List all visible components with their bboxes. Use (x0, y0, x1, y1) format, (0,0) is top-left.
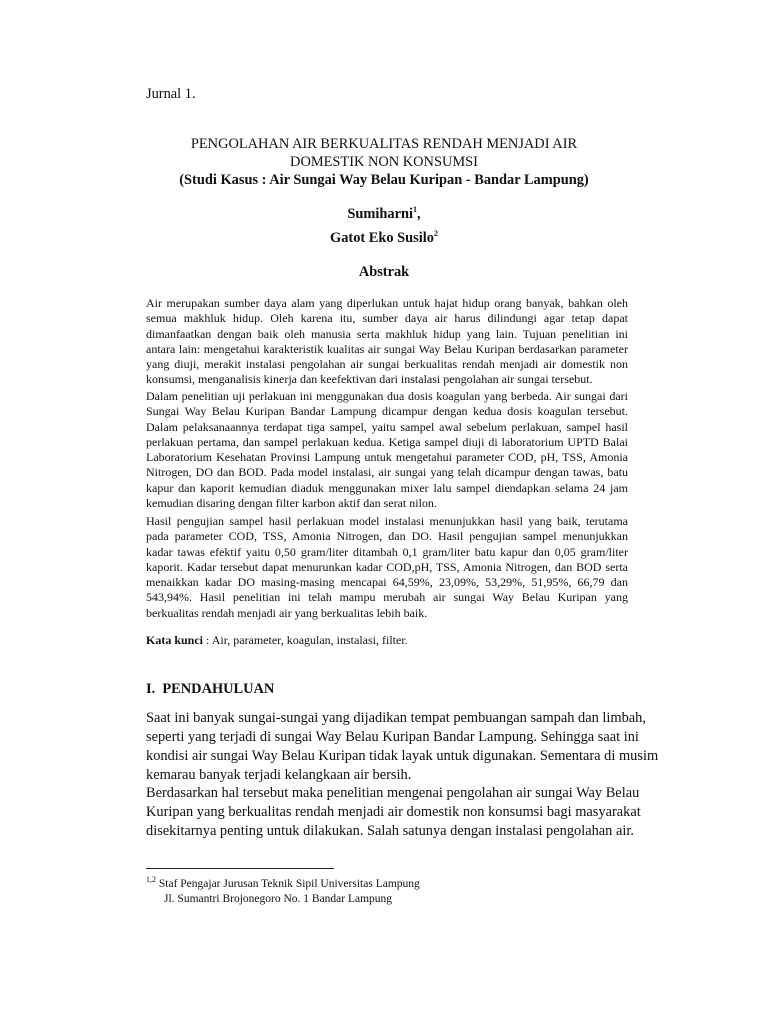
text-line: Kuripan yang berkualitas rendah menjadi air domestik non konsumsi bagi masyarakat (146, 804, 641, 820)
title-line-2: DOMESTIK NON KONSUMSI (290, 154, 478, 170)
title-line-1: PENGOLAHAN AIR BERKUALITAS RENDAH MENJADI AIR (190, 136, 578, 152)
author (100, 200, 668, 224)
paper-title (100, 135, 668, 189)
text-line: seperti yang terjadi di sungai Way Belau Kuripan Bandar Lampung. Sehingga saat ini (146, 729, 639, 745)
text-line: menaikkan kadar DO masing-masing mencapai 64,59%, 23,09%, 53,29%, 51,95%, 66,79 dan (146, 575, 628, 590)
text-line: 543,94%. Hasil penelitian ini telah mampu merubah air sungai Way Belau Kuripan yang (146, 590, 628, 605)
footnote-line-1: Staf Pengajar Jurusan Teknik Sipil Universitas Lampung (156, 877, 420, 890)
paragraph (146, 514, 628, 621)
author-name: Sumiharni (347, 205, 413, 222)
text-line: kadar tawas efektif yaitu 0,50 gram/liter ditambah 0,1 gram/liter batu kapur dan 0,05 gram/liter (146, 544, 628, 559)
text-line: Saat ini banyak sungai-sungai yang dijadikan tempat pembuangan sampah dan limbah, (146, 710, 646, 726)
paragraph (146, 784, 641, 841)
text-line: perlakuan pertama, dan sampel perlakuan kedua. Ketiga sampel diuji di laboratorium UPTD Balai (146, 434, 628, 449)
text-line: dimanfaatkan dengan baik oleh manusia serta makhluk hidup yang lain. Tujuan penelitian ini (146, 326, 628, 341)
text-line: Nitrogen, DO dan BOD. Pada model instalasi, air sungai yang telah dicampur dengan tawas, batu (146, 465, 628, 480)
author-affiliation: 2 (433, 228, 438, 238)
abstract-heading: Abstrak (358, 264, 410, 280)
keywords (146, 633, 408, 648)
text-line: Dalam penelitian uji perlakuan ini menggunakan dua dosis koagulan yang berbeda. Air sungai dari (146, 389, 628, 403)
paragraph (146, 296, 628, 388)
authors (100, 200, 668, 248)
paragraph (146, 389, 628, 511)
text-line: pada parameter COD, TSS, Amonia Nitrogen, dan DO. Hasil pengujian sampel menunjukkan (146, 529, 628, 544)
text-line: antara lain: mengetahui karakteristik kualitas air sungai Way Belau Kuripan berdasarkan parameter (146, 341, 628, 356)
author-name: Gatot Eko Susilo (330, 229, 434, 246)
author-affiliation: 1 (412, 205, 417, 214)
text-line: yang diuji, merakit instalasi pengolahan air sungai berkualitas rendah menjadi air domestik non (146, 357, 628, 372)
text-line: Sungai Way Belau Kuripan Bandar Lampung dicampur dengan kedua dosis koagulan tersebut. (146, 404, 628, 419)
author-suffix: , (416, 205, 421, 222)
keywords-text: : Air, parameter, koagulan, instalasi, filter. (203, 633, 408, 647)
text-line: Laboratorium Kesehatan Provinsi Lampung untuk mengetahui parameter COD, pH, TSS, Amonia (146, 450, 628, 465)
text-line: Air merupakan sumber daya alam yang diperlukan untuk hajat hidup orang banyak, bahkan oleh (146, 296, 628, 310)
text-line: kapur dan kaporit kemudian diaduk menggunakan mixer lalu sampel diendapkan selama 24 jam (146, 480, 628, 495)
footnote-divider (146, 868, 334, 869)
text-line: kemudian disaring dengan filter karbon aktif dan serat nilon. (146, 496, 437, 511)
footnote-marker: 1,2 (146, 875, 156, 884)
text-line: kemarau banyak terjadi kelangkaan air bersih. (146, 767, 412, 783)
journal-label: Jurnal 1. (146, 86, 196, 102)
text-line: Dalam pelaksanaannya terdapat tiga sampel, yaitu sampel awal sebelum perlakuan, sampel hasil (146, 419, 628, 434)
text-line: berkualitas rendah menjadi air yang berkualitas lebih baik. (146, 605, 428, 620)
footnote (146, 872, 420, 907)
text-line: kaporit. Kadar tersebut dapat menurunkan kadar COD,pH, TSS, Amonia Nitrogen, dan BOD serta (146, 559, 628, 574)
text-line: kondisi air sungai Way Belau Kuripan tidak layak untuk digunakan. Sementara di musim (146, 748, 659, 764)
paragraph (146, 709, 659, 785)
footnote-line-2: Jl. Sumantri Brojonegoro No. 1 Bandar Lampung (164, 892, 393, 905)
section-heading: I. PENDAHULUAN (146, 681, 275, 697)
subtitle: (Studi Kasus : Air Sungai Way Belau Kuripan - Bandar Lampung) (179, 172, 589, 188)
author (100, 224, 668, 248)
text-line: disekitarnya penting untuk dilakukan. Salah satunya dengan instalasi pengolahan air. (146, 823, 634, 839)
keywords-label: Kata kunci (146, 633, 204, 647)
text-line: konsumsi, menganalisis kinerja dan keefektivan dari instalasi pengolahan air sungai tersebut. (146, 372, 593, 387)
text-line: Berdasarkan hal tersebut maka penelitian mengenai pengolahan air sungai Way Belau (146, 785, 640, 801)
text-line: Hasil pengujian sampel hasil perlakuan model instalasi menunjukkan hasil yang baik, terutama (146, 514, 628, 528)
text-line: semua makhluk hidup. Oleh karena itu, sumber daya air harus dilindungi agar tetap dapat (146, 311, 628, 326)
